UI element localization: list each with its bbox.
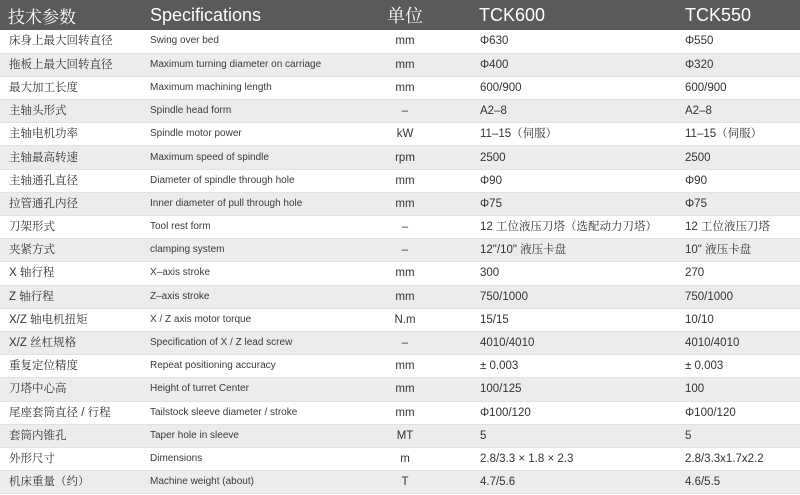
cell-unit: mm	[348, 355, 462, 378]
cell-tck550-value: 4.6/5.5	[685, 471, 800, 494]
table-row	[0, 239, 800, 262]
cell-unit: mm	[348, 169, 462, 192]
cell-tck550-value: 2.8/3.3x1.7x2.2	[685, 447, 800, 470]
cell-tck550-value: 10/10	[685, 308, 800, 331]
table-row	[0, 331, 800, 354]
cell-tck600-value: 4.7/5.6	[462, 471, 685, 494]
cell-unit: –	[348, 239, 462, 262]
cell-tck600-value: 12 工位液压刀塔（选配动力刀塔）	[462, 216, 685, 239]
cell-specification-en: Diameter of spindle through hole	[146, 169, 348, 192]
cell-specification-en: Spindle motor power	[146, 123, 348, 146]
cell-tck550-value: 12 工位液压刀塔	[685, 216, 800, 239]
cell-specification-en: Machine weight (about)	[146, 471, 348, 494]
cell-specification-en: Dimensions	[146, 447, 348, 470]
table-row	[0, 378, 800, 401]
cell-tck550-value: 4010/4010	[685, 331, 800, 354]
cell-tck550-value: Φ100/120	[685, 401, 800, 424]
header-row	[0, 0, 800, 30]
cell-specification-en: Tailstock sleeve diameter / stroke	[146, 401, 348, 424]
cell-tck550-value: 100	[685, 378, 800, 401]
cell-unit: rpm	[348, 146, 462, 169]
cell-unit: MT	[348, 424, 462, 447]
cell-tck600-value: 11–15（伺服）	[462, 123, 685, 146]
table-row	[0, 424, 800, 447]
cell-unit: –	[348, 216, 462, 239]
table-header	[0, 0, 800, 30]
header-tck600: TCK600	[479, 4, 546, 25]
cell-tck550-value: Φ320	[685, 53, 800, 76]
cell-specification-en: Z–axis stroke	[146, 285, 348, 308]
cell-parameter-cn: X 轴行程	[0, 262, 146, 285]
cell-tck550-value: 270	[685, 262, 800, 285]
cell-tck600-value: Φ90	[462, 169, 685, 192]
cell-parameter-cn: 尾座套筒直径 / 行程	[0, 401, 146, 424]
cell-parameter-cn: 主轴最高转速	[0, 146, 146, 169]
table-row	[0, 53, 800, 76]
cell-tck600-value: A2–8	[462, 100, 685, 123]
cell-parameter-cn: 外形尺寸	[0, 447, 146, 470]
cell-tck600-value: 5	[462, 424, 685, 447]
cell-specification-en: X–axis stroke	[146, 262, 348, 285]
cell-unit: mm	[348, 53, 462, 76]
cell-parameter-cn: Z 轴行程	[0, 285, 146, 308]
cell-specification-en: Maximum speed of spindle	[146, 146, 348, 169]
cell-specification-en: X / Z axis motor torque	[146, 308, 348, 331]
cell-unit: N.m	[348, 308, 462, 331]
cell-tck550-value: 10" 液压卡盘	[685, 239, 800, 262]
cell-tck600-value: 600/900	[462, 76, 685, 99]
cell-tck600-value: ± 0.003	[462, 355, 685, 378]
cell-tck550-value: Φ90	[685, 169, 800, 192]
table-row	[0, 123, 800, 146]
cell-specification-en: clamping system	[146, 239, 348, 262]
cell-specification-en: Repeat positioning accuracy	[146, 355, 348, 378]
cell-unit: –	[348, 331, 462, 354]
cell-parameter-cn: 拖板上最大回转直径	[0, 53, 146, 76]
cell-unit: –	[348, 100, 462, 123]
table-row	[0, 146, 800, 169]
cell-unit: mm	[348, 30, 462, 53]
cell-parameter-cn: 机床重量（约）	[0, 471, 146, 494]
cell-specification-en: Tool rest form	[146, 216, 348, 239]
cell-tck600-value: Φ75	[462, 192, 685, 215]
cell-tck550-value: 2500	[685, 146, 800, 169]
table-row	[0, 262, 800, 285]
table-row	[0, 216, 800, 239]
cell-specification-en: Specification of X / Z lead screw	[146, 331, 348, 354]
cell-tck600-value: 2500	[462, 146, 685, 169]
header-tck550: TCK550	[685, 4, 752, 25]
cell-parameter-cn: 夹紧方式	[0, 239, 146, 262]
cell-specification-en: Maximum machining length	[146, 76, 348, 99]
cell-specification-en: Swing over bed	[146, 30, 348, 53]
cell-parameter-cn: 拉管通孔内径	[0, 192, 146, 215]
cell-parameter-cn: X/Z 轴电机扭矩	[0, 308, 146, 331]
cell-tck550-value: Φ550	[685, 30, 800, 53]
cell-parameter-cn: 刀塔中心高	[0, 378, 146, 401]
table-row	[0, 100, 800, 123]
header-unit: 单位	[387, 6, 423, 26]
cell-specification-en: Maximum turning diameter on carriage	[146, 53, 348, 76]
cell-unit: mm	[348, 262, 462, 285]
cell-parameter-cn: 套筒内锥孔	[0, 424, 146, 447]
cell-parameter-cn: 床身上最大回转直径	[0, 30, 146, 53]
cell-tck600-value: 12"/10" 液压卡盘	[462, 239, 685, 262]
cell-tck550-value: 600/900	[685, 76, 800, 99]
cell-tck600-value: 4010/4010	[462, 331, 685, 354]
cell-parameter-cn: X/Z 丝杠规格	[0, 331, 146, 354]
cell-unit: mm	[348, 401, 462, 424]
table-row	[0, 76, 800, 99]
cell-unit: mm	[348, 192, 462, 215]
cell-parameter-cn: 主轴头形式	[0, 100, 146, 123]
table-row	[0, 401, 800, 424]
table-row	[0, 192, 800, 215]
table-row	[0, 30, 800, 53]
table-row	[0, 471, 800, 494]
cell-parameter-cn: 主轴通孔直径	[0, 169, 146, 192]
cell-parameter-cn: 最大加工长度	[0, 76, 146, 99]
cell-tck550-value: 750/1000	[685, 285, 800, 308]
table-row	[0, 355, 800, 378]
cell-unit: T	[348, 471, 462, 494]
cell-specification-en: Height of turret Center	[146, 378, 348, 401]
header-cn-params: 技术参数	[8, 7, 76, 27]
cell-tck550-value: Φ75	[685, 192, 800, 215]
cell-tck600-value: Φ400	[462, 53, 685, 76]
cell-tck600-value: 100/125	[462, 378, 685, 401]
table-row	[0, 285, 800, 308]
header-specifications: Specifications	[150, 4, 262, 25]
cell-unit: m	[348, 447, 462, 470]
table-row	[0, 169, 800, 192]
cell-tck600-value: Φ100/120	[462, 401, 685, 424]
cell-tck600-value: 2.8/3.3 × 1.8 × 2.3	[462, 447, 685, 470]
cell-specification-en: Inner diameter of pull through hole	[146, 192, 348, 215]
cell-tck600-value: 15/15	[462, 308, 685, 331]
cell-tck550-value: ± 0.003	[685, 355, 800, 378]
cell-parameter-cn: 刀架形式	[0, 216, 146, 239]
cell-specification-en: Taper hole in sleeve	[146, 424, 348, 447]
cell-unit: mm	[348, 378, 462, 401]
cell-tck600-value: 750/1000	[462, 285, 685, 308]
cell-tck600-value: 300	[462, 262, 685, 285]
cell-unit: mm	[348, 285, 462, 308]
table-body	[0, 30, 800, 494]
cell-tck550-value: A2–8	[685, 100, 800, 123]
cell-specification-en: Spindle head form	[146, 100, 348, 123]
cell-tck550-value: 11–15（伺服）	[685, 123, 800, 146]
table-row	[0, 308, 800, 331]
table-row	[0, 447, 800, 470]
cell-unit: mm	[348, 76, 462, 99]
cell-unit: kW	[348, 123, 462, 146]
cell-parameter-cn: 主轴电机功率	[0, 123, 146, 146]
cell-parameter-cn: 重复定位精度	[0, 355, 146, 378]
cell-tck550-value: 5	[685, 424, 800, 447]
cell-tck600-value: Φ630	[462, 30, 685, 53]
